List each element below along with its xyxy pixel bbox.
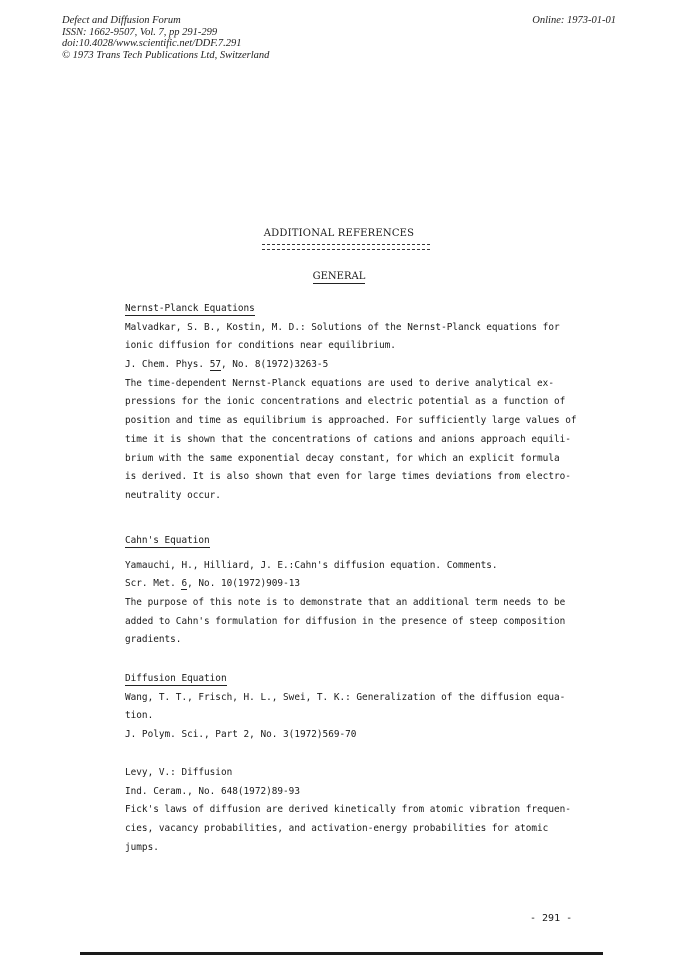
nernst-authors: Malvadkar, S. B., Kostin, M. D.: Solutions of the Nernst-Planck equations for bbox=[125, 321, 560, 333]
doi-line: doi:10.4028/www.scientific.net/DDF.7.291 bbox=[62, 38, 242, 49]
nernst-abstract-line: pressions for the ionic concentrations and electric potential as a function of bbox=[125, 396, 566, 408]
cahn-abstract-line: gradients. bbox=[125, 634, 182, 646]
journal-header bbox=[62, 15, 269, 61]
diffusion-journal: J. Polym. Sci., Part 2, No. 3(1972)569-70 bbox=[125, 729, 357, 741]
levy-abstract-line: cies, vacancy probabilities, and activation-energy probabilities for atomic bbox=[125, 823, 549, 835]
section-heading-text: GENERAL bbox=[312, 271, 366, 282]
nernst-planck-heading: Nernst-Planck Equations bbox=[125, 303, 255, 314]
cahn-heading: Cahn's Equation bbox=[125, 535, 210, 546]
cahn-journal: Scr. Met. bbox=[125, 578, 176, 590]
nernst-journal: J. Chem. Phys. bbox=[125, 359, 205, 371]
cahn-volume: 6 bbox=[181, 578, 188, 590]
diffusion-entry bbox=[125, 670, 585, 745]
levy-authors: Levy, V.: Diffusion bbox=[125, 767, 233, 778]
cahn-pages: , No. 10(1972)909-13 bbox=[187, 578, 301, 590]
nernst-volume: 57 bbox=[209, 359, 221, 371]
nernst-abstract-line: The time-dependent Nernst-Planck equations are used to derive analytical ex- bbox=[125, 377, 554, 389]
levy-abstract-line: jumps. bbox=[125, 841, 159, 853]
online-date: Online: 1973-01-01 bbox=[532, 15, 616, 26]
nernst-title-cont: ionic diffusion for conditions near equilibrium. bbox=[125, 340, 396, 352]
cahn-abstract-line: added to Cahn's formulation for diffusion in the presence of steep composition bbox=[125, 615, 566, 627]
nernst-abstract-line: neutrality occur. bbox=[125, 489, 221, 501]
nernst-abstract-line: is derived. It is also shown that even for large times deviations from electro- bbox=[125, 471, 571, 483]
cahn-abstract-line: The purpose of this note is to demonstrate that an additional term needs to be bbox=[125, 597, 566, 609]
diffusion-heading: Diffusion Equation bbox=[125, 673, 227, 684]
levy-entry bbox=[125, 764, 585, 857]
cahn-entry bbox=[125, 532, 585, 650]
diffusion-title-cont: tion. bbox=[125, 710, 154, 722]
copyright-line: © 1973 Trans Tech Publications Ltd, Switzerland bbox=[62, 49, 270, 61]
page-number: - 291 - bbox=[530, 913, 573, 924]
section-heading bbox=[0, 271, 678, 282]
levy-abstract-line: Fick's laws of diffusion are derived kinetically from atomic vibration frequen- bbox=[125, 804, 571, 816]
nernst-abstract-line: position and time as equilibrium is approached. For sufficiently large values of bbox=[125, 415, 577, 427]
nernst-planck-entry bbox=[125, 300, 585, 506]
bottom-rule bbox=[80, 952, 603, 955]
nernst-pages: , No. 8(1972)3263-5 bbox=[220, 359, 329, 371]
issn-line: ISSN: 1662-9507, Vol. 7, pp 291-299 bbox=[62, 26, 218, 38]
page-title: ADDITIONAL REFERENCES bbox=[263, 228, 415, 239]
title-double-rule bbox=[262, 244, 430, 250]
cahn-citation bbox=[125, 575, 585, 594]
nernst-abstract-line: time it is shown that the concentrations of cations and anions approach equili- bbox=[125, 433, 571, 445]
nernst-abstract-line: brium with the same exponential decay constant, for which an explicit formula bbox=[125, 452, 560, 464]
nernst-citation bbox=[125, 356, 585, 375]
levy-journal: Ind. Ceram., No. 648(1972)89-93 bbox=[125, 785, 300, 797]
cahn-authors: Yamauchi, H., Hilliard, J. E.:Cahn's diffusion equation. Comments. bbox=[125, 559, 498, 571]
diffusion-authors: Wang, T. T., Frisch, H. L., Swei, T. K.: Generalization of the diffusion equa- bbox=[125, 691, 566, 703]
journal-name: Defect and Diffusion Forum bbox=[62, 15, 181, 26]
